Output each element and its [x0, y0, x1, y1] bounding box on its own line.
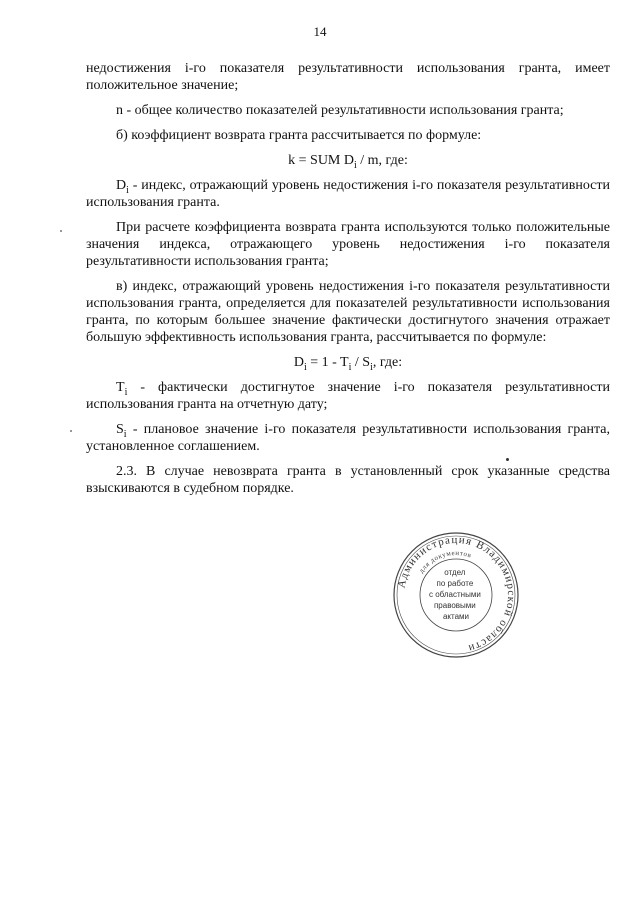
stamp-center-text: отдел по работе с областными правовыми актами — [428, 568, 481, 621]
formula-di: $D_i = 1 - T_i / S_i$, где: — [293, 355, 403, 373]
official-stamp — [392, 531, 520, 659]
paragraph-ti-definition: $T_i$ - фактически достигнутое значение i-го показателя результативности использования гранта на отчетную дату; — [86, 380, 610, 412]
paragraph-si-definition: $S_i$ - плановое значение i-го показателя результативности использования гранта, установленное соглашением. — [86, 422, 610, 454]
stamp-inner-text: для документов — [417, 548, 473, 575]
scan-dot — [70, 430, 72, 432]
paragraph-1: недостижения i-го показателя результативности использования гранта, имеет положительное значение; — [86, 61, 610, 93]
paragraph-2: n - общее количество показателей результативности использования гранта; — [116, 103, 564, 118]
page-number: 14 — [313, 24, 327, 39]
paragraph-di-definition: $D_i$ - индекс, отражающий уровень недостижения i-го показателя результативности использования гранта. — [86, 178, 610, 210]
ink-dot — [506, 458, 509, 461]
stamp-outer-text: Администрация Владимирской области — [395, 533, 518, 655]
document-body — [86, 60, 610, 505]
paragraph-3: б) коэффициент возврата гранта рассчитывается по формуле: — [116, 128, 482, 143]
scan-dot — [60, 230, 62, 232]
paragraph-6: в) индекс, отражающий уровень недостижения i-го показателя результативности использования гранта, определяется для показателей результативности использования гранта, по которым большее значение фактически достигнутого значения отражает большую эффективность использования гранта, рассчитывается по формуле: — [86, 279, 610, 345]
paragraph-2-3: 2.3. В случае невозврата гранта в установленный срок указанные средства взыскиваются в судебном порядке. — [86, 464, 610, 496]
paragraph-5: При расчете коэффициента возврата гранта используются только положительные значения индекса, отражающего уровень недостижения i-го показателя результативности использования гранта; — [86, 220, 610, 269]
formula-k: k = SUM $D_i$ / m, где: — [288, 153, 408, 171]
